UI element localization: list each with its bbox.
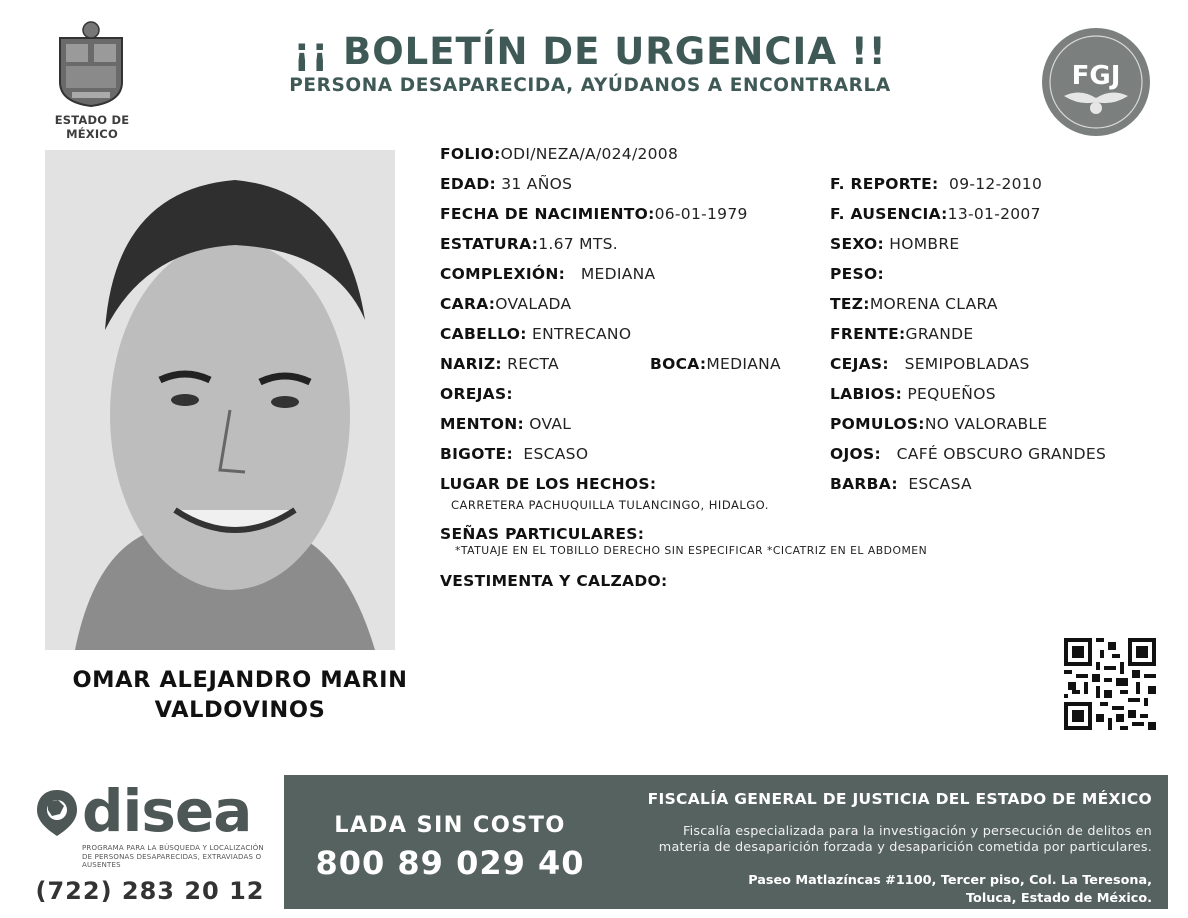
lada-sin-costo-label: LADA SIN COSTO (334, 812, 566, 838)
field-cejas (830, 354, 1030, 374)
field-label: ESTATURA: (440, 235, 539, 253)
field-value: ESCASO (523, 445, 589, 463)
field-label: LABIOS: (830, 385, 903, 403)
field-label: FOLIO: (440, 145, 501, 163)
field-value: ENTRECANO (531, 325, 632, 343)
map-pin-icon (34, 788, 80, 838)
senas-value: *TATUAJE EN EL TOBILLO DERECHO SIN ESPECIFICAR *CICATRIZ EN EL ABDOMEN (455, 544, 928, 557)
field-lugar-hechos (440, 474, 656, 494)
field-sexo (830, 234, 960, 254)
field-label: COMPLEXIÓN: (440, 265, 566, 283)
odisea-phone[interactable]: (722) 283 20 12 (35, 877, 265, 905)
field-value: OVALADA (495, 295, 572, 313)
coat-of-arms-icon (54, 20, 128, 108)
qr-code-icon[interactable] (1064, 638, 1156, 730)
field-value: OVAL (529, 415, 572, 433)
field-f-ausencia (830, 204, 1041, 224)
fgj-letters: FGJ (1071, 61, 1121, 91)
field-label: OREJAS: (440, 385, 513, 403)
field-value: MEDIANA (706, 355, 781, 373)
toll-free-number[interactable]: 800 89 029 40 (315, 844, 585, 882)
lugar-hechos-value: CARRETERA PACHUQUILLA TULANCINGO, HIDALGO. (451, 498, 769, 512)
field-label: SEÑAS PARTICULARES: (440, 525, 645, 543)
field-label: NARIZ: (440, 355, 502, 373)
field-tez (830, 294, 998, 314)
field-label: MENTON: (440, 415, 525, 433)
bulletin-subtitle: PERSONA DESAPARECIDA, AYÚDANOS A ENCONTRARLA (289, 75, 891, 96)
field-label: BOCA: (650, 355, 707, 373)
field-value: MEDIANA (580, 265, 656, 283)
field-label: BARBA: (830, 475, 898, 493)
field-label: CEJAS: (830, 355, 889, 373)
field-f-reporte (830, 174, 1042, 194)
bulletin-title: ¡¡ BOLETÍN DE URGENCIA !! (293, 30, 887, 73)
field-label: CABELLO: (440, 325, 527, 343)
field-label: BIGOTE: (440, 445, 513, 463)
field-value: 06-01-1979 (654, 205, 748, 223)
field-edad (440, 174, 572, 194)
field-value: PEQUEÑOS (907, 385, 996, 403)
field-label: OJOS: (830, 445, 881, 463)
field-label: FRENTE: (830, 325, 906, 343)
field-bigote (440, 444, 588, 464)
field-label: PESO: (830, 265, 884, 283)
fiscalia-address: Paseo Matlazíncas #1100, Tercer piso, Col. La Teresona, Toluca, Estado de México. (748, 873, 1152, 906)
field-value: 13-01-2007 (947, 205, 1041, 223)
missing-person-photo (45, 150, 395, 650)
odisea-program-text: PROGRAMA PARA LA BÚSQUEDA Y LOCALIZACIÓN DE PERSONAS DESAPARECIDAS, EXTRAVIADAS O AUSENTES (82, 844, 264, 869)
field-label: TEZ: (830, 295, 870, 313)
field-value: SEMIPOBLADAS (904, 355, 1030, 373)
person-name: OMAR ALEJANDRO MARIN VALDOVINOS (72, 667, 408, 723)
field-fecha-nacimiento (440, 204, 748, 224)
field-label: F. AUSENCIA: (830, 205, 948, 223)
field-boca (650, 354, 781, 374)
field-estatura (440, 234, 618, 254)
field-value: ODI/NEZA/A/024/2008 (500, 145, 679, 163)
field-label: VESTIMENTA Y CALZADO: (440, 572, 668, 590)
field-barba (830, 474, 972, 494)
field-nariz (440, 354, 559, 374)
field-labios (830, 384, 996, 404)
odisea-wordmark: disea (82, 777, 252, 845)
field-frente (830, 324, 973, 344)
fgj-seal-logo (1040, 26, 1152, 138)
field-folio (440, 144, 678, 164)
field-value: GRANDE (905, 325, 974, 343)
field-senas (440, 524, 644, 544)
field-menton (440, 414, 571, 434)
field-label: CARA: (440, 295, 496, 313)
field-value: ESCASA (908, 475, 972, 493)
field-label: LUGAR DE LOS HECHOS: (440, 475, 657, 493)
field-orejas (440, 384, 513, 404)
field-cara (440, 294, 571, 314)
field-value: 09-12-2010 (949, 175, 1043, 193)
field-value: NO VALORABLE (924, 415, 1048, 433)
field-label: FECHA DE NACIMIENTO: (440, 205, 655, 223)
field-cabello (440, 324, 631, 344)
field-label: EDAD: (440, 175, 497, 193)
estado-de-mexico-logo (30, 18, 154, 141)
field-ojos (830, 444, 1106, 464)
field-value: HOMBRE (889, 235, 960, 253)
field-value: RECTA (507, 355, 559, 373)
field-value: 1.67 MTS. (538, 235, 618, 253)
field-complexion (440, 264, 655, 284)
field-pomulos (830, 414, 1047, 434)
field-peso (830, 264, 884, 284)
field-label: POMULOS: (830, 415, 925, 433)
fiscalia-title: FISCALÍA GENERAL DE JUSTICIA DEL ESTADO DE MÉXICO (647, 790, 1152, 808)
field-label: SEXO: (830, 235, 885, 253)
fiscalia-description: Fiscalía especializada para la investigación y persecución de delitos en materia de desaparición forzada y desaparición cometida por particulares. (658, 824, 1152, 855)
field-value: 31 AÑOS (501, 175, 573, 193)
field-value: CAFÉ OBSCURO GRANDES (896, 445, 1107, 463)
field-label: F. REPORTE: (830, 175, 939, 193)
field-value: MORENA CLARA (869, 295, 998, 313)
field-vestimenta (440, 571, 667, 591)
estado-caption: ESTADO DE MÉXICO (54, 113, 130, 141)
